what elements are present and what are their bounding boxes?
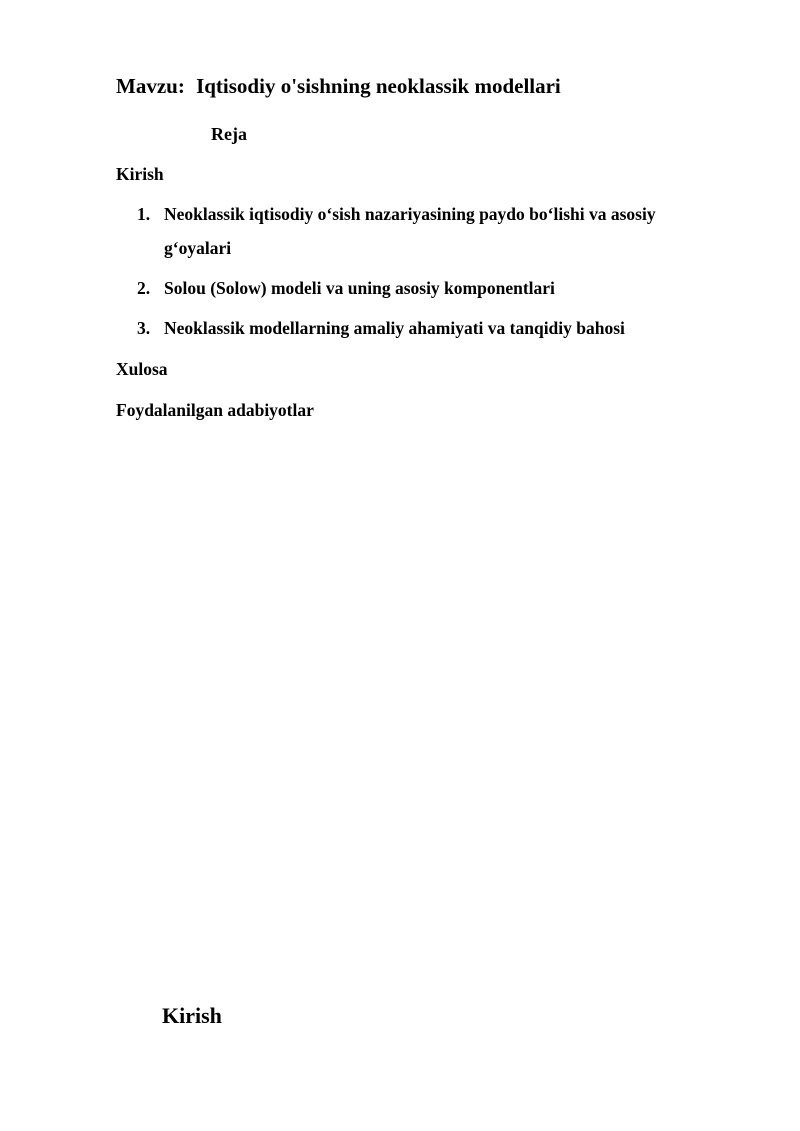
references-label: Foydalanilgan adabiyotlar <box>116 400 314 420</box>
intro-label: Kirish <box>116 164 164 184</box>
plan-item-number: 2. <box>137 278 151 298</box>
plan-item-number: 1. <box>137 204 151 224</box>
section-heading-intro: Kirish <box>162 1003 222 1028</box>
plan-item-text: Solou (Solow) modeli va uning asosiy komponentlari <box>164 278 555 298</box>
plan-item-2 <box>137 271 717 305</box>
title-text: Iqtisodiy o'sishning neoklassik modellari <box>196 74 561 98</box>
plan-item-1 <box>137 197 717 265</box>
plan-item-text: Neoklassik iqtisodiy o‘sish nazariyasining paydo bo‘lishi va asosiy g‘oyalari <box>164 204 656 258</box>
plan-item-3 <box>137 311 717 345</box>
plan-item-number: 3. <box>137 318 151 338</box>
conclusion-label: Xulosa <box>116 359 168 379</box>
plan-heading: Reja <box>211 124 247 144</box>
title-prefix: Mavzu: <box>116 74 185 98</box>
plan-item-text: Neoklassik modellarning amaliy ahamiyati va tanqidiy bahosi <box>164 318 625 338</box>
document-title <box>116 74 561 99</box>
